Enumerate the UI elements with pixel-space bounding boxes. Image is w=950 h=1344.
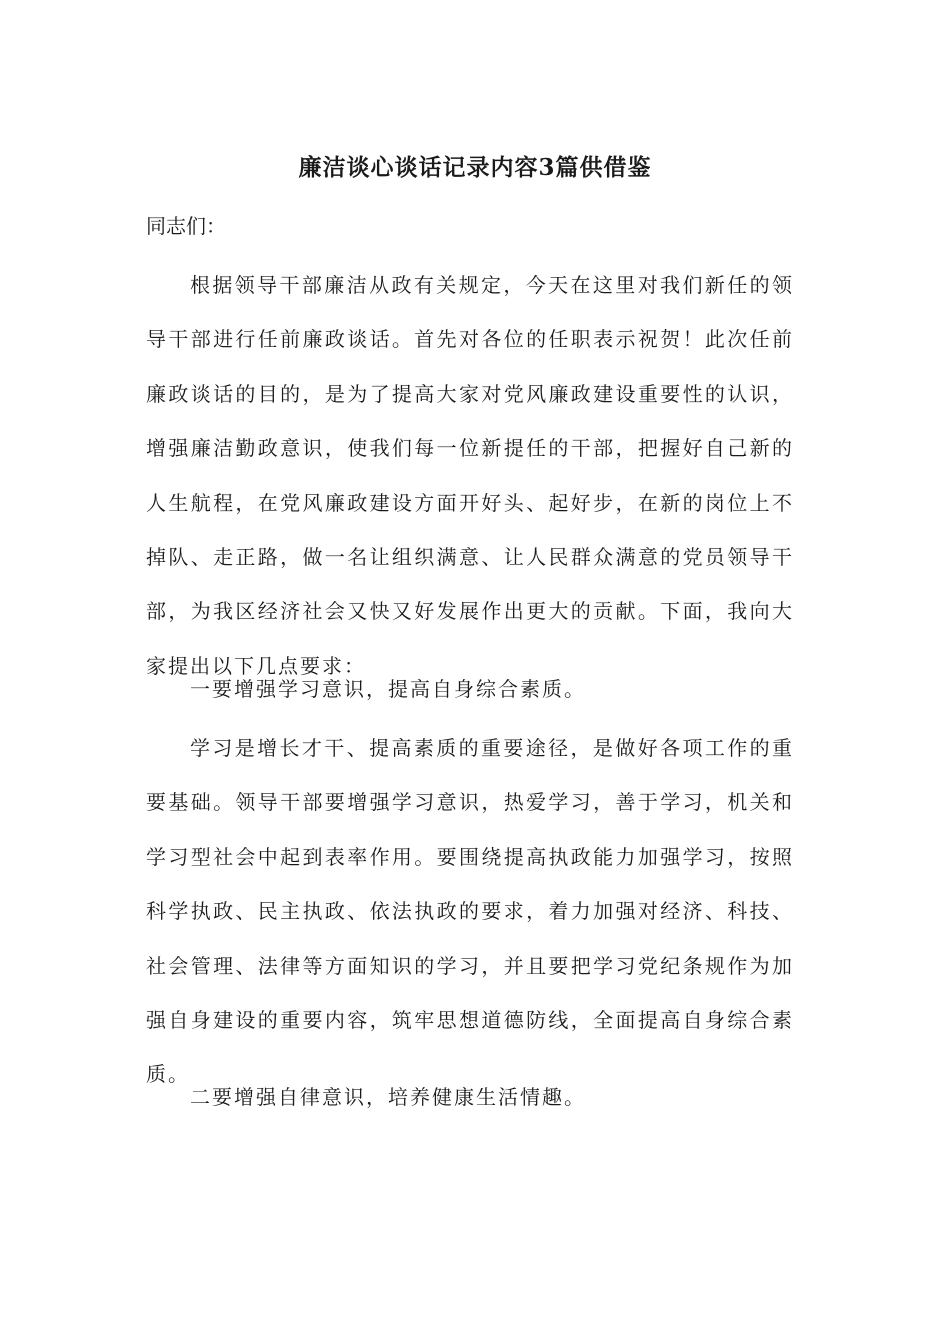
section-heading-1: 一要增强学习意识，提高自身综合素质。 (190, 677, 586, 701)
document-title: 廉洁谈心谈话记录内容3篇供借鉴 (298, 154, 652, 181)
salutation: 同志们： (146, 214, 226, 238)
paragraph-line: 增强廉洁勤政意识，使我们每一位新提任的干部，把握好自己新的 (146, 436, 794, 461)
paragraph-line: 家提出以下几点要求： (146, 653, 366, 678)
paragraph-line: 科学执政、民主执政、依法执政的要求，着力加强对经济、科技、 (146, 899, 794, 924)
section-heading-2: 二要增强自律意识，培养健康生活情趣。 (190, 1085, 586, 1109)
paragraph-line: 根据领导干部廉洁从政有关规定，今天在这里对我们新任的领 (190, 273, 794, 297)
paragraph-line: 掉队、走正路，做一名让组织满意、让人民群众满意的党员领导干 (146, 545, 794, 570)
paragraph-line: 学习型社会中起到表率作用。要围绕提高执政能力加强学习，按照 (146, 844, 794, 869)
paragraph-line: 导干部进行任前廉政谈话。首先对各位的任职表示祝贺！此次任前 (146, 327, 794, 352)
paragraph-line: 社会管理、法律等方面知识的学习，并且要把学习党纪条规作为加 (146, 953, 794, 978)
paragraph-line: 部，为我区经济社会又快又好发展作出更大的贡献。下面，我向大 (146, 599, 794, 624)
paragraph-intro (146, 258, 794, 693)
paragraph-line: 要基础。领导干部要增强学习意识，热爱学习，善于学习，机关和 (146, 790, 794, 815)
paragraph-line: 学习是增长才干、提高素质的重要途径，是做好各项工作的重 (190, 736, 794, 760)
paragraph-line: 人生航程，在党风廉政建设方面开好头、起好步，在新的岗位上不 (146, 490, 794, 515)
paragraph-line: 强自身建设的重要内容，筑牢思想道德防线，全面提高自身综合素 (146, 1008, 794, 1033)
paragraph-line: 质。 (146, 1062, 190, 1087)
paragraph-line: 廉政谈话的目的，是为了提高大家对党风廉政建设重要性的认识， (146, 381, 794, 406)
paragraph-learning (146, 721, 794, 1102)
